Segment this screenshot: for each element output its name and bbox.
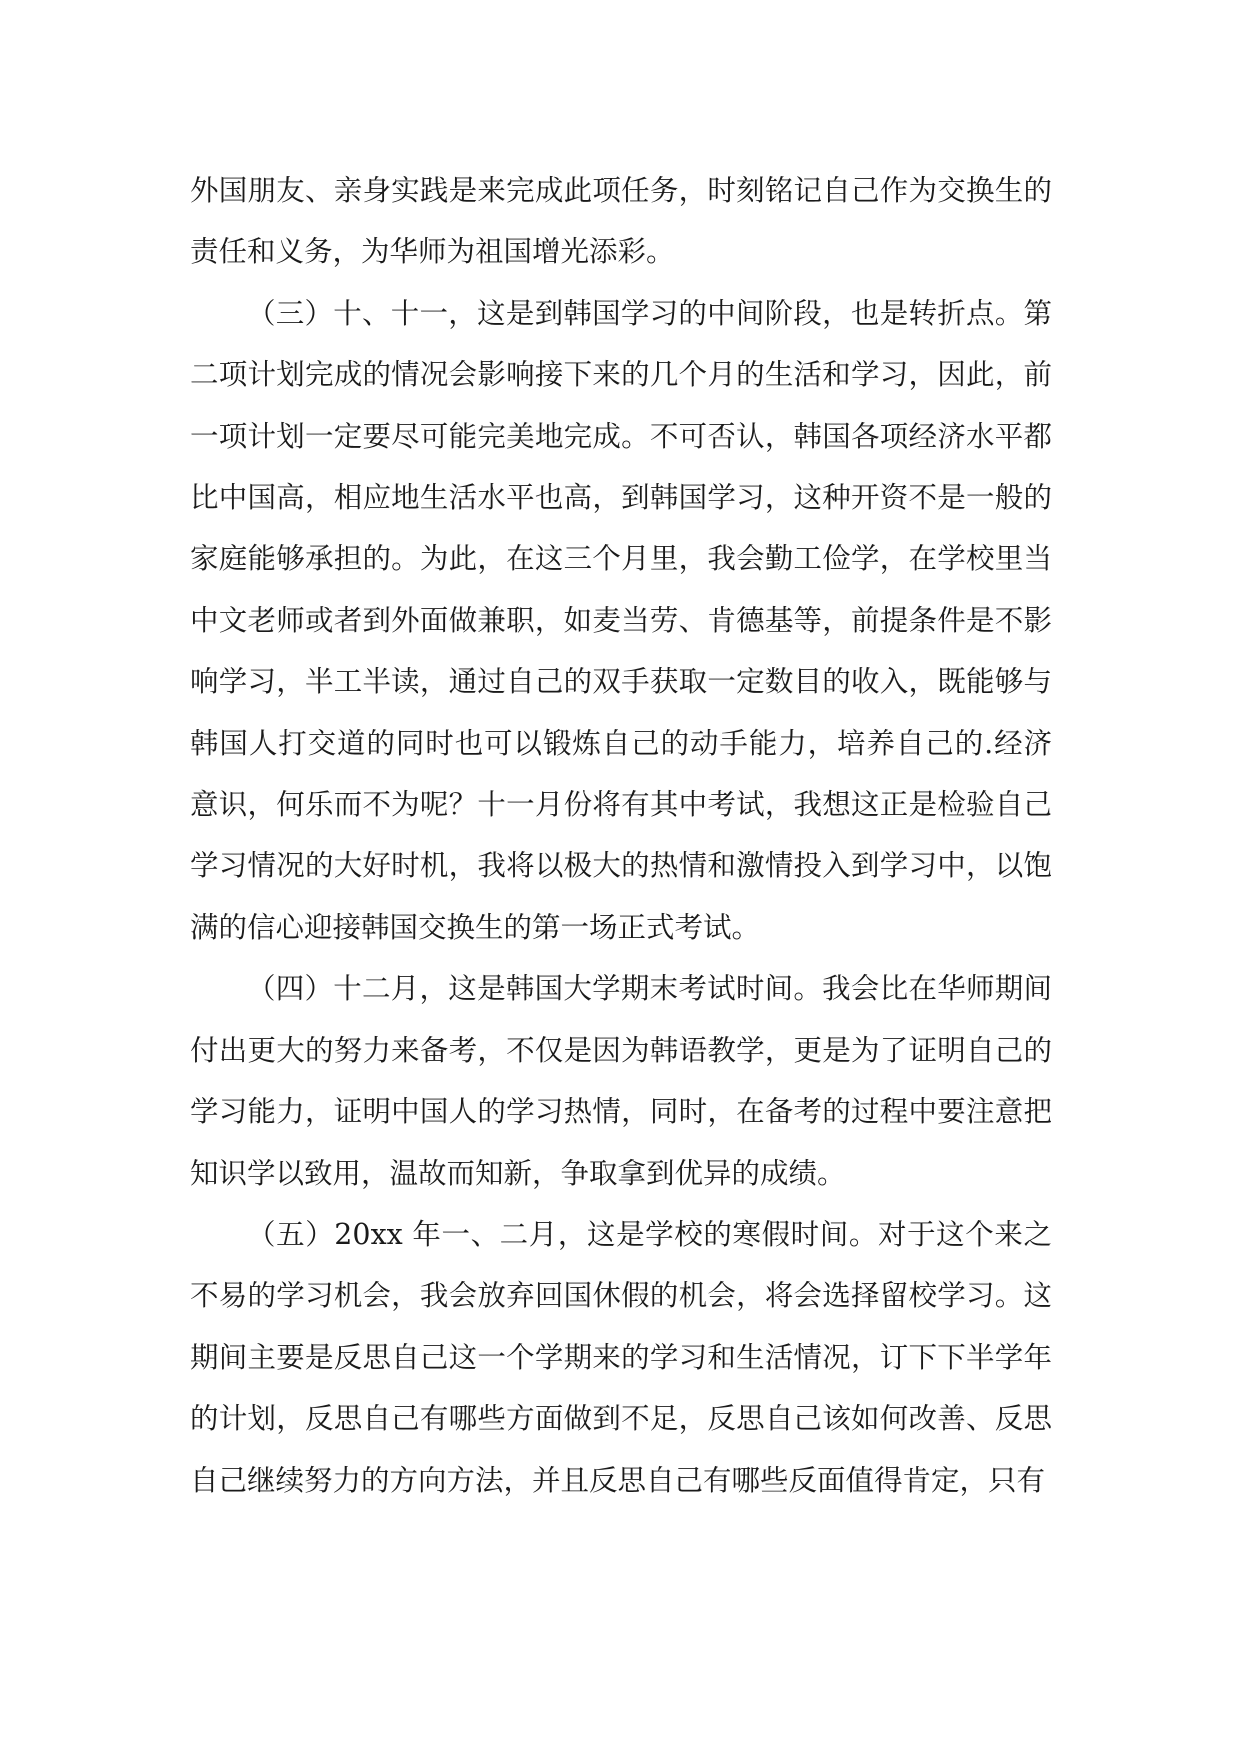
paragraph-section-four: （四）十二月，这是韩国大学期末考试时间。我会比在华师期间付出更大的努力来备考，不仅是因为韩语教学，更是为了证明自己的学习能力，证明中国人的学习热情，同时，在备考的过程中要注意把知识学以致用，温故而知新，争取拿到优异的成绩。	[190, 972, 1052, 1190]
paragraph-continuation: 外国朋友、亲身实践是来完成此项任务，时刻铭记自己作为交换生的责任和义务，为华师为祖国增光添彩。	[190, 174, 1052, 269]
paragraph-section-five: （五）20xx 年一、二月，这是学校的寒假时间。对于这个来之不易的学习机会，我会放弃回国休假的机会，将会选择留校学习。这期间主要是反思自己这一个学期来的学习和生活情况，订下下半学年的计划，反思自己有哪些方面做到不足，反思自己该如何改善、反思自己继续努力的方向方法，并且反思自己有哪些反面值得肯定，只有	[190, 1217, 1052, 1497]
document-body	[190, 160, 1052, 1511]
paragraph-section-three: （三）十、十一，这是到韩国学习的中间阶段，也是转折点。第二项计划完成的情况会影响接下来的几个月的生活和学习，因此，前一项计划一定要尽可能完美地完成。不可否认，韩国各项经济水平都比中国高，相应地生活水平也高，到韩国学习，这种开资不是一般的家庭能够承担的。为此，在这三个月里，我会勤工俭学，在学校里当中文老师或者到外面做兼职，如麦当劳、肯德基等，前提条件是不影响学习，半工半读，通过自己的双手获取一定数目的收入，既能够与韩国人打交道的同时也可以锻炼自己的动手能力，培养自己的.经济意识，何乐而不为呢？十一月份将有其中考试，我想这正是检验自己学习情况的大好时机，我将以极大的热情和激情投入到学习中，以饱满的信心迎接韩国交换生的第一场正式考试。	[190, 296, 1052, 944]
